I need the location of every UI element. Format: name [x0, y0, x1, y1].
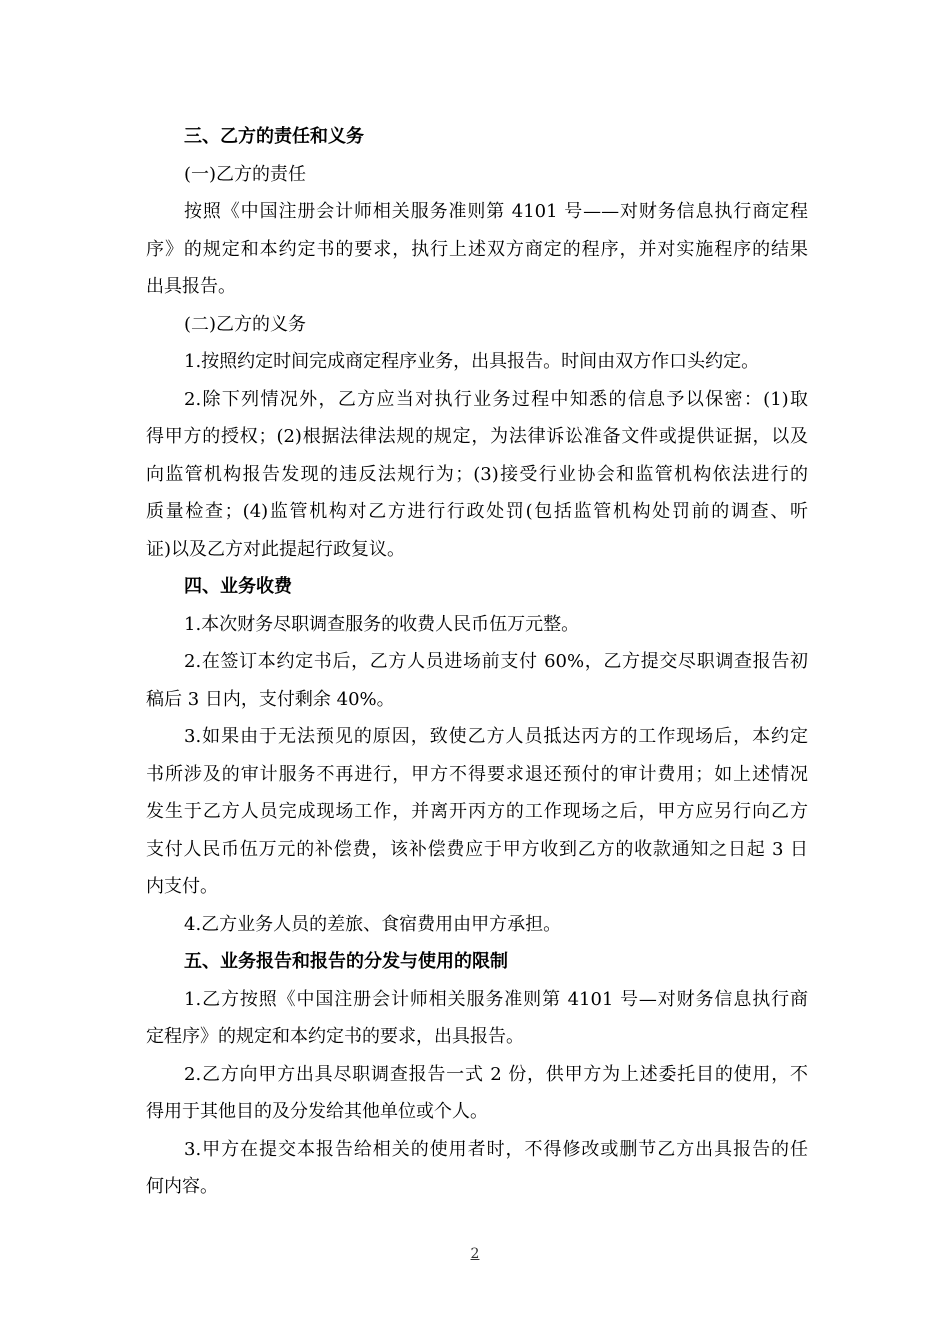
paragraph-line: 发生于乙方人员完成现场工作，并离开丙方的工作现场之后，甲方应另行向乙方 — [146, 801, 808, 822]
paragraph-line: 3.如果由于无法预见的原因，致使乙方人员抵达丙方的工作现场后，本约定 — [184, 726, 808, 747]
paragraph-line: 1.按照约定时间完成商定程序业务，出具报告。时间由双方作口头约定。 — [184, 351, 760, 372]
paragraph-line: 2.乙方向甲方出具尽职调查报告一式 2 份，供甲方为上述委托目的使用，不 — [184, 1063, 808, 1085]
paragraph-line: (一)乙方的责任 — [184, 163, 307, 185]
section-heading: 五、业务报告和报告的分发与使用的限制 — [184, 951, 508, 972]
paragraph-line: 证)以及乙方对此提起行政复议。 — [146, 538, 406, 560]
paragraph-line: 按照《中国注册会计师相关服务准则第 4101 号——对财务信息执行商定程 — [184, 201, 808, 222]
paragraph-line: 3.甲方在提交本报告给相关的使用者时，不得修改或删节乙方出具报告的任 — [184, 1138, 808, 1160]
paragraph-line: 何内容。 — [146, 1176, 218, 1197]
paragraph-line: 2.除下列情况外，乙方应当对执行业务过程中知悉的信息予以保密：(1)取 — [184, 388, 808, 410]
section-heading: 三、乙方的责任和义务 — [184, 126, 364, 147]
paragraph-line: 2.在签订本约定书后，乙方人员进场前支付 60%，乙方提交尽职调查报告初 — [184, 651, 808, 672]
paragraph-line: 向监管机构报告发现的违反法规行为；(3)接受行业协会和监管机构依法进行的 — [146, 463, 808, 485]
paragraph-line: (二)乙方的义务 — [184, 313, 307, 335]
paragraph-line: 书所涉及的审计服务不再进行，甲方不得要求退还预付的审计费用；如上述情况 — [146, 763, 808, 785]
paragraph-line: 得用于其他目的及分发给其他单位或个人。 — [146, 1101, 488, 1122]
paragraph-line: 得甲方的授权；(2)根据法律法规的规定，为法律诉讼准备文件或提供证据，以及 — [146, 426, 808, 447]
paragraph-line: 出具报告。 — [146, 276, 236, 297]
paragraph-line: 1.乙方按照《中国注册会计师相关服务准则第 4101 号—对财务信息执行商 — [184, 988, 808, 1010]
paragraph-line: 序》的规定和本约定书的要求，执行上述双方商定的程序，并对实施程序的结果 — [146, 238, 808, 260]
paragraph-line: 4.乙方业务人员的差旅、食宿费用由甲方承担。 — [184, 913, 562, 935]
paragraph-line: 支付人民币伍万元的补偿费，该补偿费应于甲方收到乙方的收款通知之日起 3 日 — [146, 838, 808, 860]
paragraph-line: 稿后 3 日内，支付剩余 40%。 — [146, 688, 395, 710]
paragraph-line: 质量检查；(4)监管机构对乙方进行行政处罚(包括监管机构处罚前的调查、听 — [146, 501, 808, 522]
section-heading: 四、业务收费 — [184, 576, 292, 597]
paragraph-line: 1.本次财务尽职调查服务的收费人民币伍万元整。 — [184, 613, 580, 635]
page-number: 2 — [470, 1246, 480, 1262]
paragraph-line: 内支付。 — [146, 876, 218, 897]
paragraph-line: 定程序》的规定和本约定书的要求，出具报告。 — [146, 1026, 524, 1047]
document-body — [146, 118, 808, 1206]
